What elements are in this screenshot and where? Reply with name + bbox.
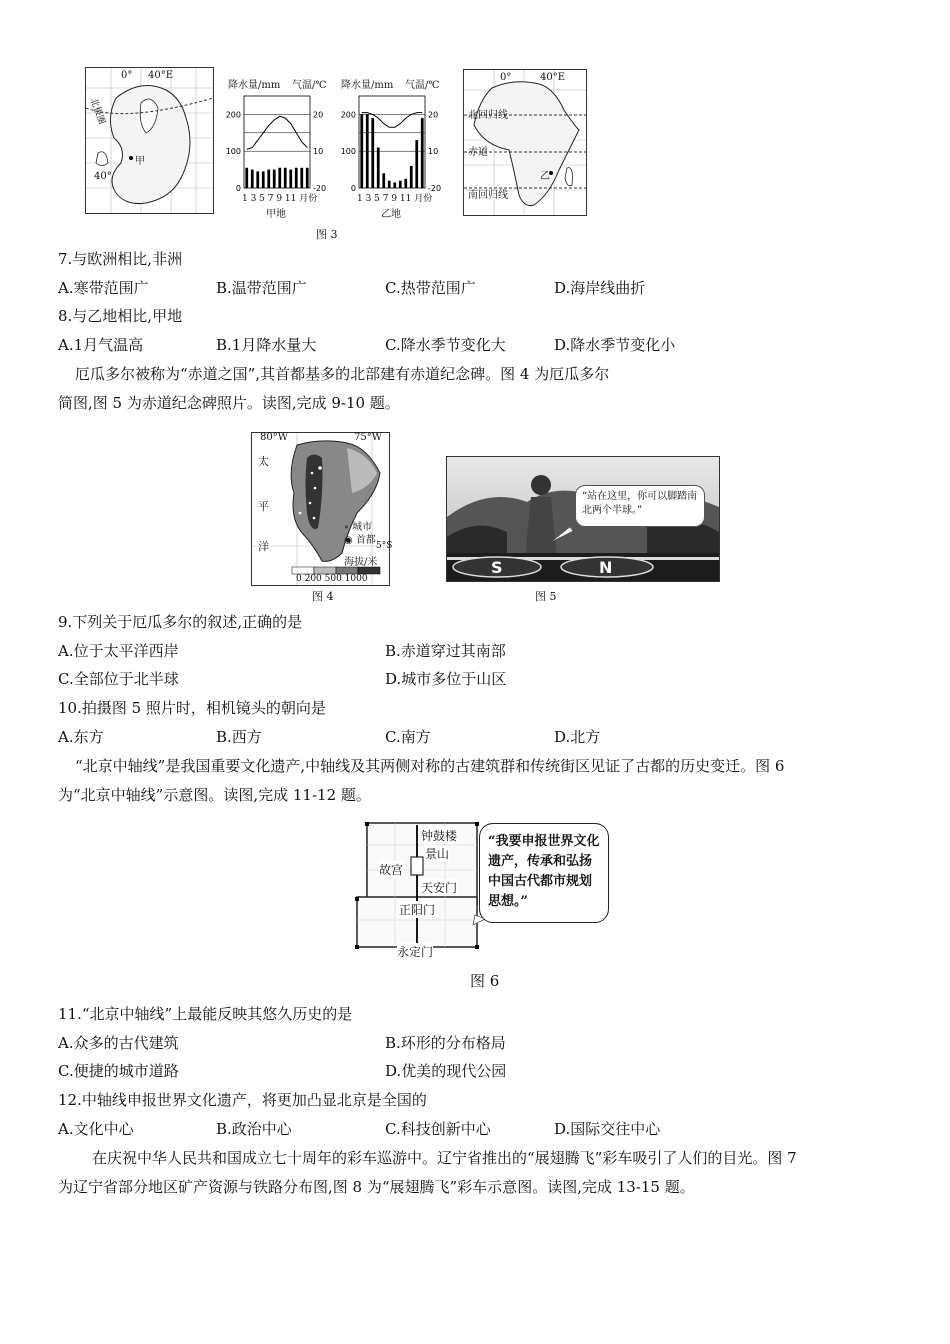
chart-yi-yleft-tick-0: 200 — [340, 110, 356, 120]
tropic-south-label: 南回归线 — [468, 190, 508, 201]
chart-yi-bar-6 — [388, 181, 391, 188]
q9-option-a: A.位于太平洋西岸 — [58, 642, 179, 660]
chart-yi-bar-12 — [421, 118, 424, 188]
legend-capital-text: 首都 — [355, 535, 376, 546]
chart-jia — [222, 74, 334, 224]
chart-jia-bar-9 — [289, 170, 292, 188]
fig4-caption: 图 4 — [312, 590, 334, 603]
intro1-line1: 厄瓜多尔被称为“赤道之国”,其首都基多的北部建有赤道纪念碑。图 4 为厄瓜多尔 — [75, 365, 610, 383]
chart-yi-months: 1 3 5 7 9 11 月份 — [357, 194, 433, 204]
chart-yi-frame — [359, 96, 425, 188]
chart-jia-bar-7 — [278, 168, 281, 188]
chart-jia-precip-label: 降水量/mm — [228, 80, 281, 91]
chart-yi-bar-1 — [360, 114, 363, 188]
equator-monument-photo — [446, 456, 720, 582]
chart-yi-name: 乙地 — [381, 209, 401, 220]
ocean-char-3: 洋 — [258, 540, 269, 553]
chart-yi-precip-label: 降水量/mm — [341, 80, 394, 91]
chart-jia-bar-11 — [300, 168, 303, 188]
legend-capital: ◉ 首都 — [344, 535, 376, 546]
europe-map — [85, 67, 214, 214]
chart-yi-bar-4 — [377, 148, 380, 188]
chart-jia-yright-tick-2: -20 — [313, 184, 327, 193]
zhonggulou-label: 钟鼓楼 — [421, 829, 458, 843]
quito-marker — [318, 466, 322, 470]
q11-stem: 11.“北京中轴线”上最能反映其悠久历史的是 — [58, 1005, 353, 1023]
q12-option-a: A.文化中心 — [58, 1120, 134, 1138]
chart-jia-bar-1 — [245, 168, 248, 188]
yongdingmen-label: 永定门 — [397, 945, 434, 959]
africa-lon-40e-label: 40°E — [540, 72, 566, 83]
q10-option-c: C.南方 — [385, 728, 431, 746]
chart-yi-bar-8 — [399, 181, 402, 188]
q7-option-a: A.寒带范围广 — [58, 279, 149, 297]
chart-jia-bar-2 — [251, 170, 254, 188]
q12-stem: 12.中轴线申报世界文化遗产，将更加凸显北京是全国的 — [58, 1091, 427, 1109]
chart-jia-yleft-tick-1: 100 — [225, 147, 241, 157]
intro2-line1: “北京中轴线”是我国重要文化遗产,中轴线及其两侧对称的古建筑群和传统街区见证了古都的历史变迁。图 6 — [75, 757, 785, 775]
chart-yi-yright-tick-2: -20 — [428, 184, 442, 193]
zhengyangmen-label: 正阳门 — [399, 903, 436, 917]
legend-altitude: 海拔/米 — [344, 557, 378, 568]
q9-option-d: D.城市多位于山区 — [385, 670, 507, 688]
chart-jia-bar-4 — [262, 171, 265, 188]
q7-option-b: B.温带范围广 — [216, 279, 307, 297]
q9-option-b: B.赤道穿过其南部 — [385, 642, 506, 660]
chart-yi-yright-tick-1: 10 — [428, 147, 439, 157]
q10-option-b: B.西方 — [216, 728, 262, 746]
q9-option-c: C.全部位于北半球 — [58, 670, 179, 688]
chart-jia-bar-5 — [267, 170, 270, 188]
q12-option-d: D.国际交往中心 — [554, 1120, 661, 1138]
chart-yi-yleft-tick-2: 0 — [350, 184, 356, 193]
legend-city-text: 城市 — [352, 522, 373, 533]
chart-jia-bar-8 — [284, 168, 287, 188]
lat-40-label: 40° — [94, 171, 112, 182]
tropic-north-label: 北回归线 — [468, 110, 508, 121]
intro1-line2: 简图,图 5 为赤道纪念碑照片。读图,完成 9-10 题。 — [58, 394, 400, 412]
lon-80w-label: 80°W — [260, 432, 289, 443]
chart-jia-yleft-tick-0: 200 — [225, 110, 241, 120]
chart-yi-bar-5 — [382, 173, 385, 188]
q8-stem: 8.与乙地相比,甲地 — [58, 307, 183, 325]
fig5-caption: 图 5 — [535, 590, 557, 603]
speech-bubble: “站在这里，你可以脚踏南北两个半球。” — [575, 485, 705, 527]
chart-yi-yright-tick-0: 20 — [428, 110, 439, 120]
q9-stem: 9.下列关于厄瓜多尔的叙述,正确的是 — [58, 613, 303, 631]
chart-jia-name: 甲地 — [266, 209, 286, 220]
europe-map-drawing — [86, 68, 213, 213]
chart-jia-yright-tick-0: 20 — [313, 110, 324, 120]
arctic-circle-label: 北极圈 — [87, 97, 107, 126]
legend-city: ∘ 城市 — [344, 522, 373, 533]
south-marker: S — [491, 558, 503, 577]
chart-yi-svg — [337, 88, 452, 204]
chart-yi-bar-11 — [415, 140, 418, 188]
point-yi-label: 乙 — [540, 171, 550, 182]
jingshan-label: 景山 — [425, 847, 450, 861]
q11-option-d: D.优美的现代公园 — [385, 1062, 507, 1080]
chart-jia-frame — [244, 96, 310, 188]
chart-jia-bar-3 — [256, 171, 259, 188]
intro3-line1: 在庆祝中华人民共和国成立七十周年的彩车巡游中。辽宁省推出的“展翅腾飞”彩车吸引了人们的目光。图 7 — [92, 1149, 797, 1167]
point-jia-marker — [129, 156, 133, 160]
q12-option-c: C.科技创新中心 — [385, 1120, 491, 1138]
chart-yi-yleft-tick-1: 100 — [340, 147, 356, 157]
intro2-line2: 为“北京中轴线”示意图。读图,完成 11-12 题。 — [58, 786, 371, 804]
chart-jia-months: 1 3 5 7 9 11 月份 — [242, 194, 318, 204]
ocean-char-2: 平 — [258, 500, 269, 513]
ocean-char-1: 太 — [258, 455, 269, 468]
lat-5s-label: 5°S — [376, 541, 393, 551]
q10-option-a: A.东方 — [58, 728, 104, 746]
chart-jia-svg — [222, 88, 334, 204]
q7-stem: 7.与欧洲相比,非洲 — [58, 250, 183, 268]
q12-option-b: B.政治中心 — [216, 1120, 292, 1138]
q8-option-b: B.1月降水量大 — [216, 336, 317, 354]
chart-yi-bar-2 — [366, 114, 369, 188]
fig3-caption: 图 3 — [316, 228, 338, 241]
q8-option-d: D.降水季节变化小 — [554, 336, 676, 354]
chart-yi-bar-9 — [404, 179, 407, 188]
q7-option-d: D.海岸线曲折 — [554, 279, 646, 297]
gugong-label: 故宫 — [379, 863, 404, 877]
beijing-axis-figure — [355, 815, 620, 965]
chart-jia-yright-tick-1: 10 — [313, 147, 324, 157]
point-jia-label: 甲 — [135, 156, 145, 167]
q10-stem: 10.拍摄图 5 照片时，相机镜头的朝向是 — [58, 699, 326, 717]
fig6-speech-bubble: “我要申报世界文化遗产，传承和弘扬中国古代都市规划思想。” — [479, 823, 609, 923]
q7-option-c: C.热带范围广 — [385, 279, 476, 297]
lon-40e-label: 40°E — [148, 70, 174, 81]
q11-option-a: A.众多的古代建筑 — [58, 1034, 179, 1052]
lon-75w-label: 75°W — [354, 432, 383, 443]
chart-yi-temp-line — [362, 113, 423, 128]
north-marker: N — [599, 558, 613, 577]
chart-yi-bar-7 — [393, 182, 396, 188]
chart-jia-yleft-tick-2: 0 — [235, 184, 241, 193]
q8-option-c: C.降水季节变化大 — [385, 336, 506, 354]
tiananmen-label: 天安门 — [421, 881, 458, 895]
chart-jia-bar-6 — [273, 170, 276, 188]
chart-yi — [337, 74, 452, 224]
fig6-caption: 图 6 — [470, 972, 500, 990]
q11-option-b: B.环形的分布格局 — [385, 1034, 506, 1052]
ecuador-map — [251, 432, 393, 586]
chart-yi-bar-10 — [410, 166, 413, 188]
chart-jia-temp-label: 气温/℃ — [292, 80, 327, 91]
chart-yi-temp-label: 气温/℃ — [405, 80, 440, 91]
legend-scale: 0 200 500 1000 — [296, 574, 368, 584]
chart-yi-bar-3 — [371, 118, 374, 188]
intro3-line2: 为辽宁省部分地区矿产资源与铁路分布图,图 8 为“展翅腾飞”彩车示意图。读图,完成 13-15 题。 — [58, 1178, 695, 1196]
equator-label: 赤道 — [468, 147, 488, 158]
chart-jia-bar-10 — [295, 168, 298, 188]
q11-option-c: C.便捷的城市道路 — [58, 1062, 179, 1080]
q8-option-a: A.1月气温高 — [58, 336, 144, 354]
chart-jia-bar-12 — [306, 168, 309, 188]
lon-0-label: 0° — [121, 70, 133, 81]
africa-lon-0-label: 0° — [500, 72, 512, 83]
q10-option-d: D.北方 — [554, 728, 601, 746]
africa-map — [463, 69, 587, 216]
